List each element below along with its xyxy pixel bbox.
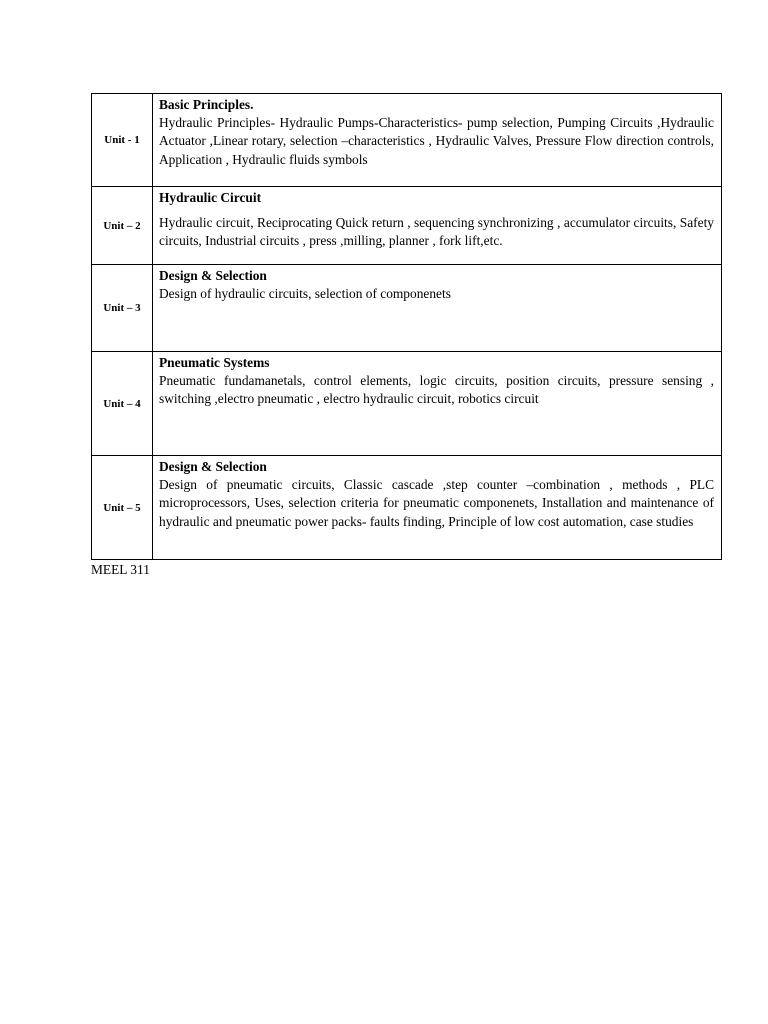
unit-row-1 [92, 94, 722, 187]
unit-label: Unit – 5 [92, 456, 153, 560]
unit-title: Pneumatic Systems [159, 355, 270, 370]
unit-title: Design & Selection [159, 459, 267, 474]
unit-row-2 [92, 187, 722, 265]
unit-content [153, 187, 722, 265]
unit-row-3 [92, 265, 722, 352]
unit-title: Basic Principles. [159, 97, 254, 112]
unit-description: Hydraulic Principles- Hydraulic Pumps-Characteristics- pump selection, Pumping Circuits ,Hydraulic Actuator ,Linear rotary, selection –characteristics , Hydraulic Valves, Pressure Flow direction controls, Application , Hydraulic fluids symbols [159, 115, 714, 167]
unit-title: Hydraulic Circuit [159, 190, 262, 205]
unit-description: Design of hydraulic circuits, selection of componenets [159, 286, 451, 302]
unit-content [153, 265, 722, 352]
unit-label: Unit - 1 [92, 94, 153, 187]
unit-content [153, 456, 722, 560]
unit-content [153, 352, 722, 456]
unit-content [153, 94, 722, 187]
unit-row-4 [92, 352, 722, 456]
unit-description: Design of pneumatic circuits, Classic cascade ,step counter –combination , methods , PLC microprocessors, Uses, selection criteria for pneumatic componenets, Installation and maintenance of hydraulic and pneumatic power packs- faults finding, Principle of low cost automation, case studies [159, 477, 714, 529]
unit-label: Unit – 4 [92, 352, 153, 456]
unit-label: Unit – 3 [92, 265, 153, 352]
course-code: MEEL 311 [91, 562, 150, 577]
unit-description: Hydraulic circuit, Reciprocating Quick return , sequencing synchronizing , accumulator circuits, Safety circuits, Industrial circuits , press ,milling, planner , fork lift,etc. [159, 215, 714, 249]
syllabus-table [91, 93, 722, 560]
unit-description: Pneumatic fundamanetals, control elements, logic circuits, position circuits, pressure sensing , switching ,electro pneumatic , electro hydraulic circuit, robotics circuit [159, 373, 714, 407]
unit-row-5 [92, 456, 722, 560]
unit-title: Design & Selection [159, 268, 267, 283]
unit-label: Unit – 2 [92, 187, 153, 265]
